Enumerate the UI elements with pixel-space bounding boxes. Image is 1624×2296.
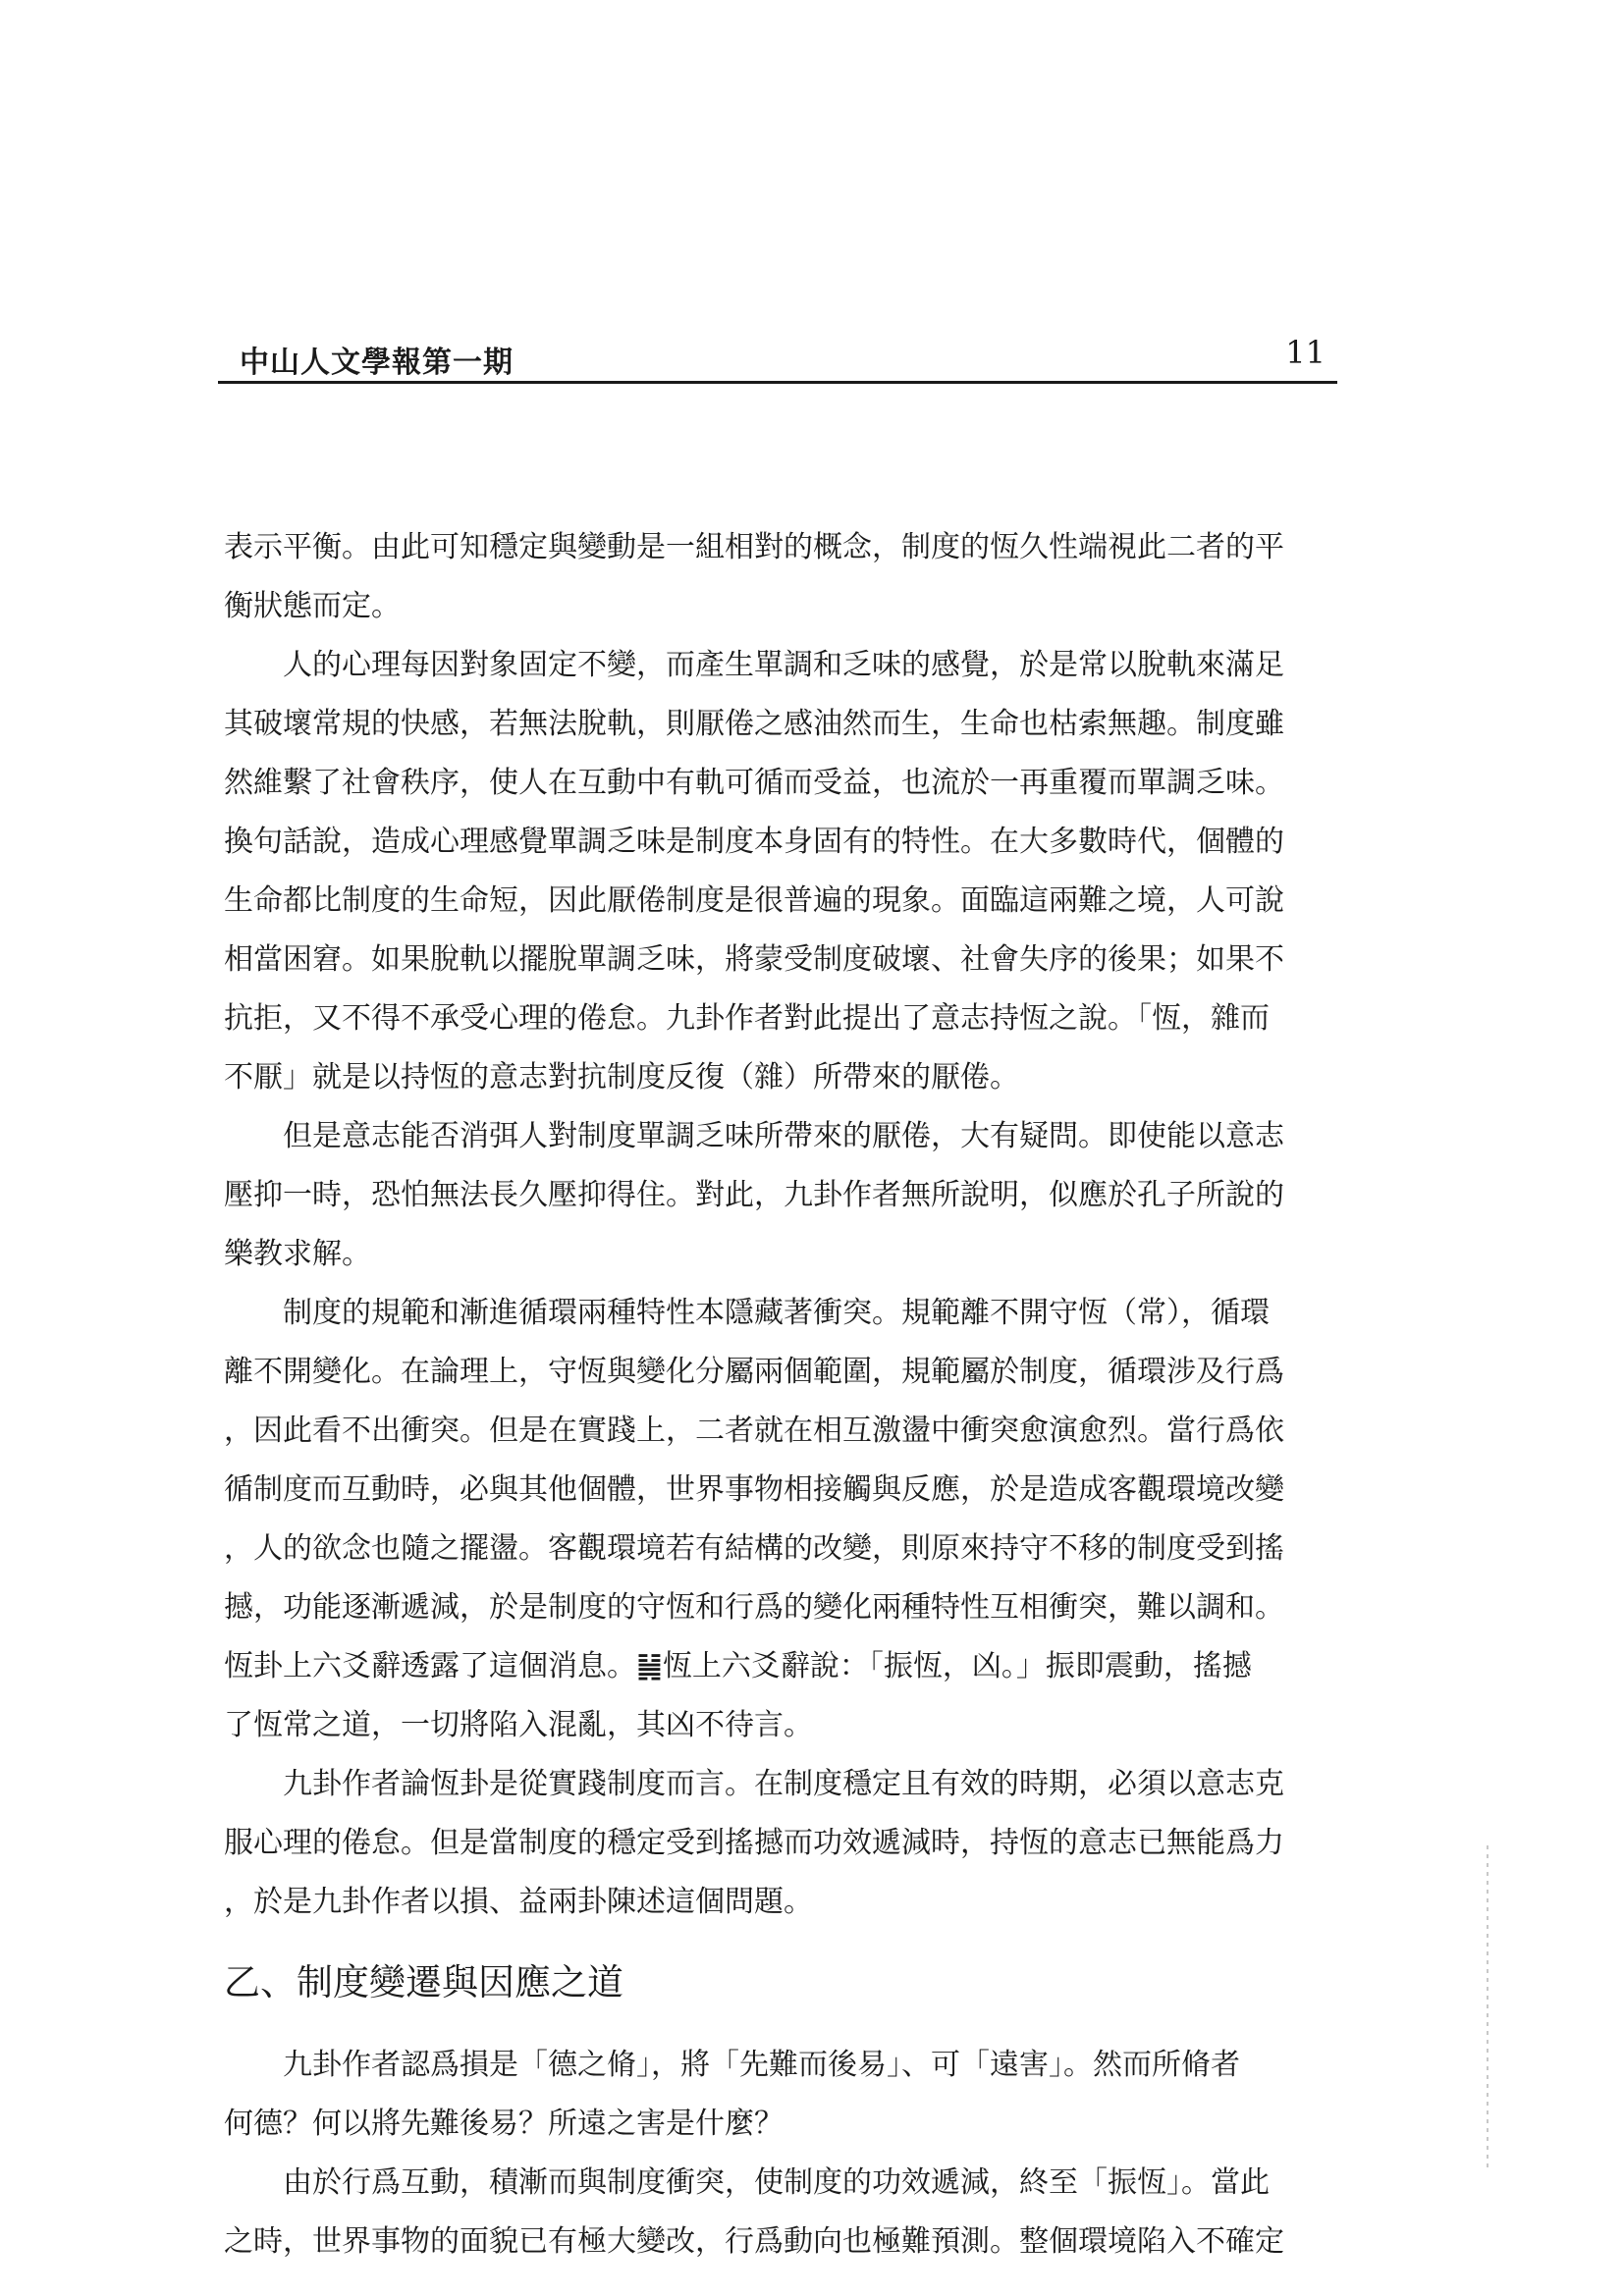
body-text [224, 518, 1284, 2271]
text-line: 表示平衡。由此可知穩定與變動是一組相對的概念，制度的恆久性端視此二者的平 [224, 530, 1284, 564]
text-line: 壓抑一時，恐怕無法長久壓抑得住。對此，九卦作者無所說明，似應於孔子所說的 [224, 1178, 1284, 1212]
text-line: 恆卦上六爻辭透露了這個消息。䷟恆上六爻辭說：「振恆，凶。」振即震動，搖撼 [224, 1649, 1252, 1683]
text-line: 不厭」就是以持恆的意志對抗制度反復（雜）所帶來的厭倦。 [224, 1060, 1019, 1095]
page-number: 11 [1285, 334, 1326, 371]
text-line: 換句話說，造成心理感覺單調乏味是制度本身固有的特性。在大多數時代，個體的 [224, 825, 1284, 859]
text-line: 了恆常之道，一切將陷入混亂，其凶不待言。 [224, 1708, 813, 1742]
text-line: 循制度而互動時，必與其他個體，世界事物相接觸與反應，於是造成客觀環境改變 [224, 1472, 1284, 1507]
text-line: 抗拒，又不得不承受心理的倦怠。九卦作者對此提出了意志持恆之說。「恆，雜而 [224, 1001, 1270, 1036]
section-heading: 乙、制度變遷與因應之道 [224, 1961, 623, 2003]
text-line: 相當困窘。如果脫軌以擺脫單調乏味，將蒙受制度破壞、社會失序的後果；如果不 [224, 942, 1284, 977]
text-line: 衡狀態而定。 [224, 589, 401, 623]
text-line: 樂教求解。 [224, 1237, 371, 1271]
paragraph-first-line: 人的心理每因對象固定不變，而產生單調和乏味的感覺，於是常以脫軌來滿足 [283, 648, 1284, 682]
text-line: 生命都比制度的生命短，因此厭倦制度是很普遍的現象。面臨這兩難之境，人可說 [224, 883, 1284, 918]
journal-title: 中山人文學報第一期 [240, 346, 514, 380]
text-line: ，人的欲念也隨之擺盪。客觀環境若有結構的改變，則原來持守不移的制度受到搖 [224, 1531, 1284, 1566]
running-header [218, 334, 1337, 384]
paragraph-first-line: 九卦作者認爲損是「德之脩」，將「先難而後易」、可「遠害」。然而所脩者 [283, 2048, 1240, 2082]
paragraph-first-line: 制度的規範和漸進循環兩種特性本隱藏著衝突。規範離不開守恆（常），循環 [283, 1296, 1270, 1330]
text-line: 何德？何以將先難後易？所遠之害是什麼？ [224, 2107, 784, 2141]
text-line: 之時，世界事物的面貌已有極大變改，行爲動向也極難預測。整個環境陷入不確定 [224, 2224, 1284, 2259]
text-line: 服心理的倦怠。但是當制度的穩定受到搖撼而功效遞減時，持恆的意志已無能爲力 [224, 1826, 1284, 1860]
text-line: 撼，功能逐漸遞減，於是制度的守恆和行爲的變化兩種特性互相衝突，難以調和。 [224, 1590, 1284, 1625]
paragraph-first-line: 但是意志能否消弭人對制度單調乏味所帶來的厭倦，大有疑問。即使能以意志 [283, 1119, 1284, 1153]
scan-artifact [1487, 1845, 1489, 2169]
paragraph-first-line: 由於行爲互動，積漸而與制度衝突，使制度的功效遞減，終至「振恆」。當此 [283, 2165, 1270, 2200]
text-line: 離不開變化。在論理上，守恆與變化分屬兩個範圍，規範屬於制度，循環涉及行爲 [224, 1355, 1284, 1389]
text-line: 然維繫了社會秩序，使人在互動中有軌可循而受益，也流於一再重覆而單調乏味。 [224, 766, 1284, 800]
paragraph-first-line: 九卦作者論恆卦是從實踐制度而言。在制度穩定且有效的時期，必須以意志克 [283, 1767, 1284, 1801]
text-line: ，於是九卦作者以損、益兩卦陳述這個問題。 [224, 1885, 813, 1919]
text-line: ，因此看不出衝突。但是在實踐上，二者就在相互激盪中衝突愈演愈烈。當行爲依 [224, 1414, 1284, 1448]
text-line: 其破壞常規的快感，若無法脫軌，則厭倦之感油然而生，生命也枯索無趣。制度雖 [224, 707, 1284, 741]
